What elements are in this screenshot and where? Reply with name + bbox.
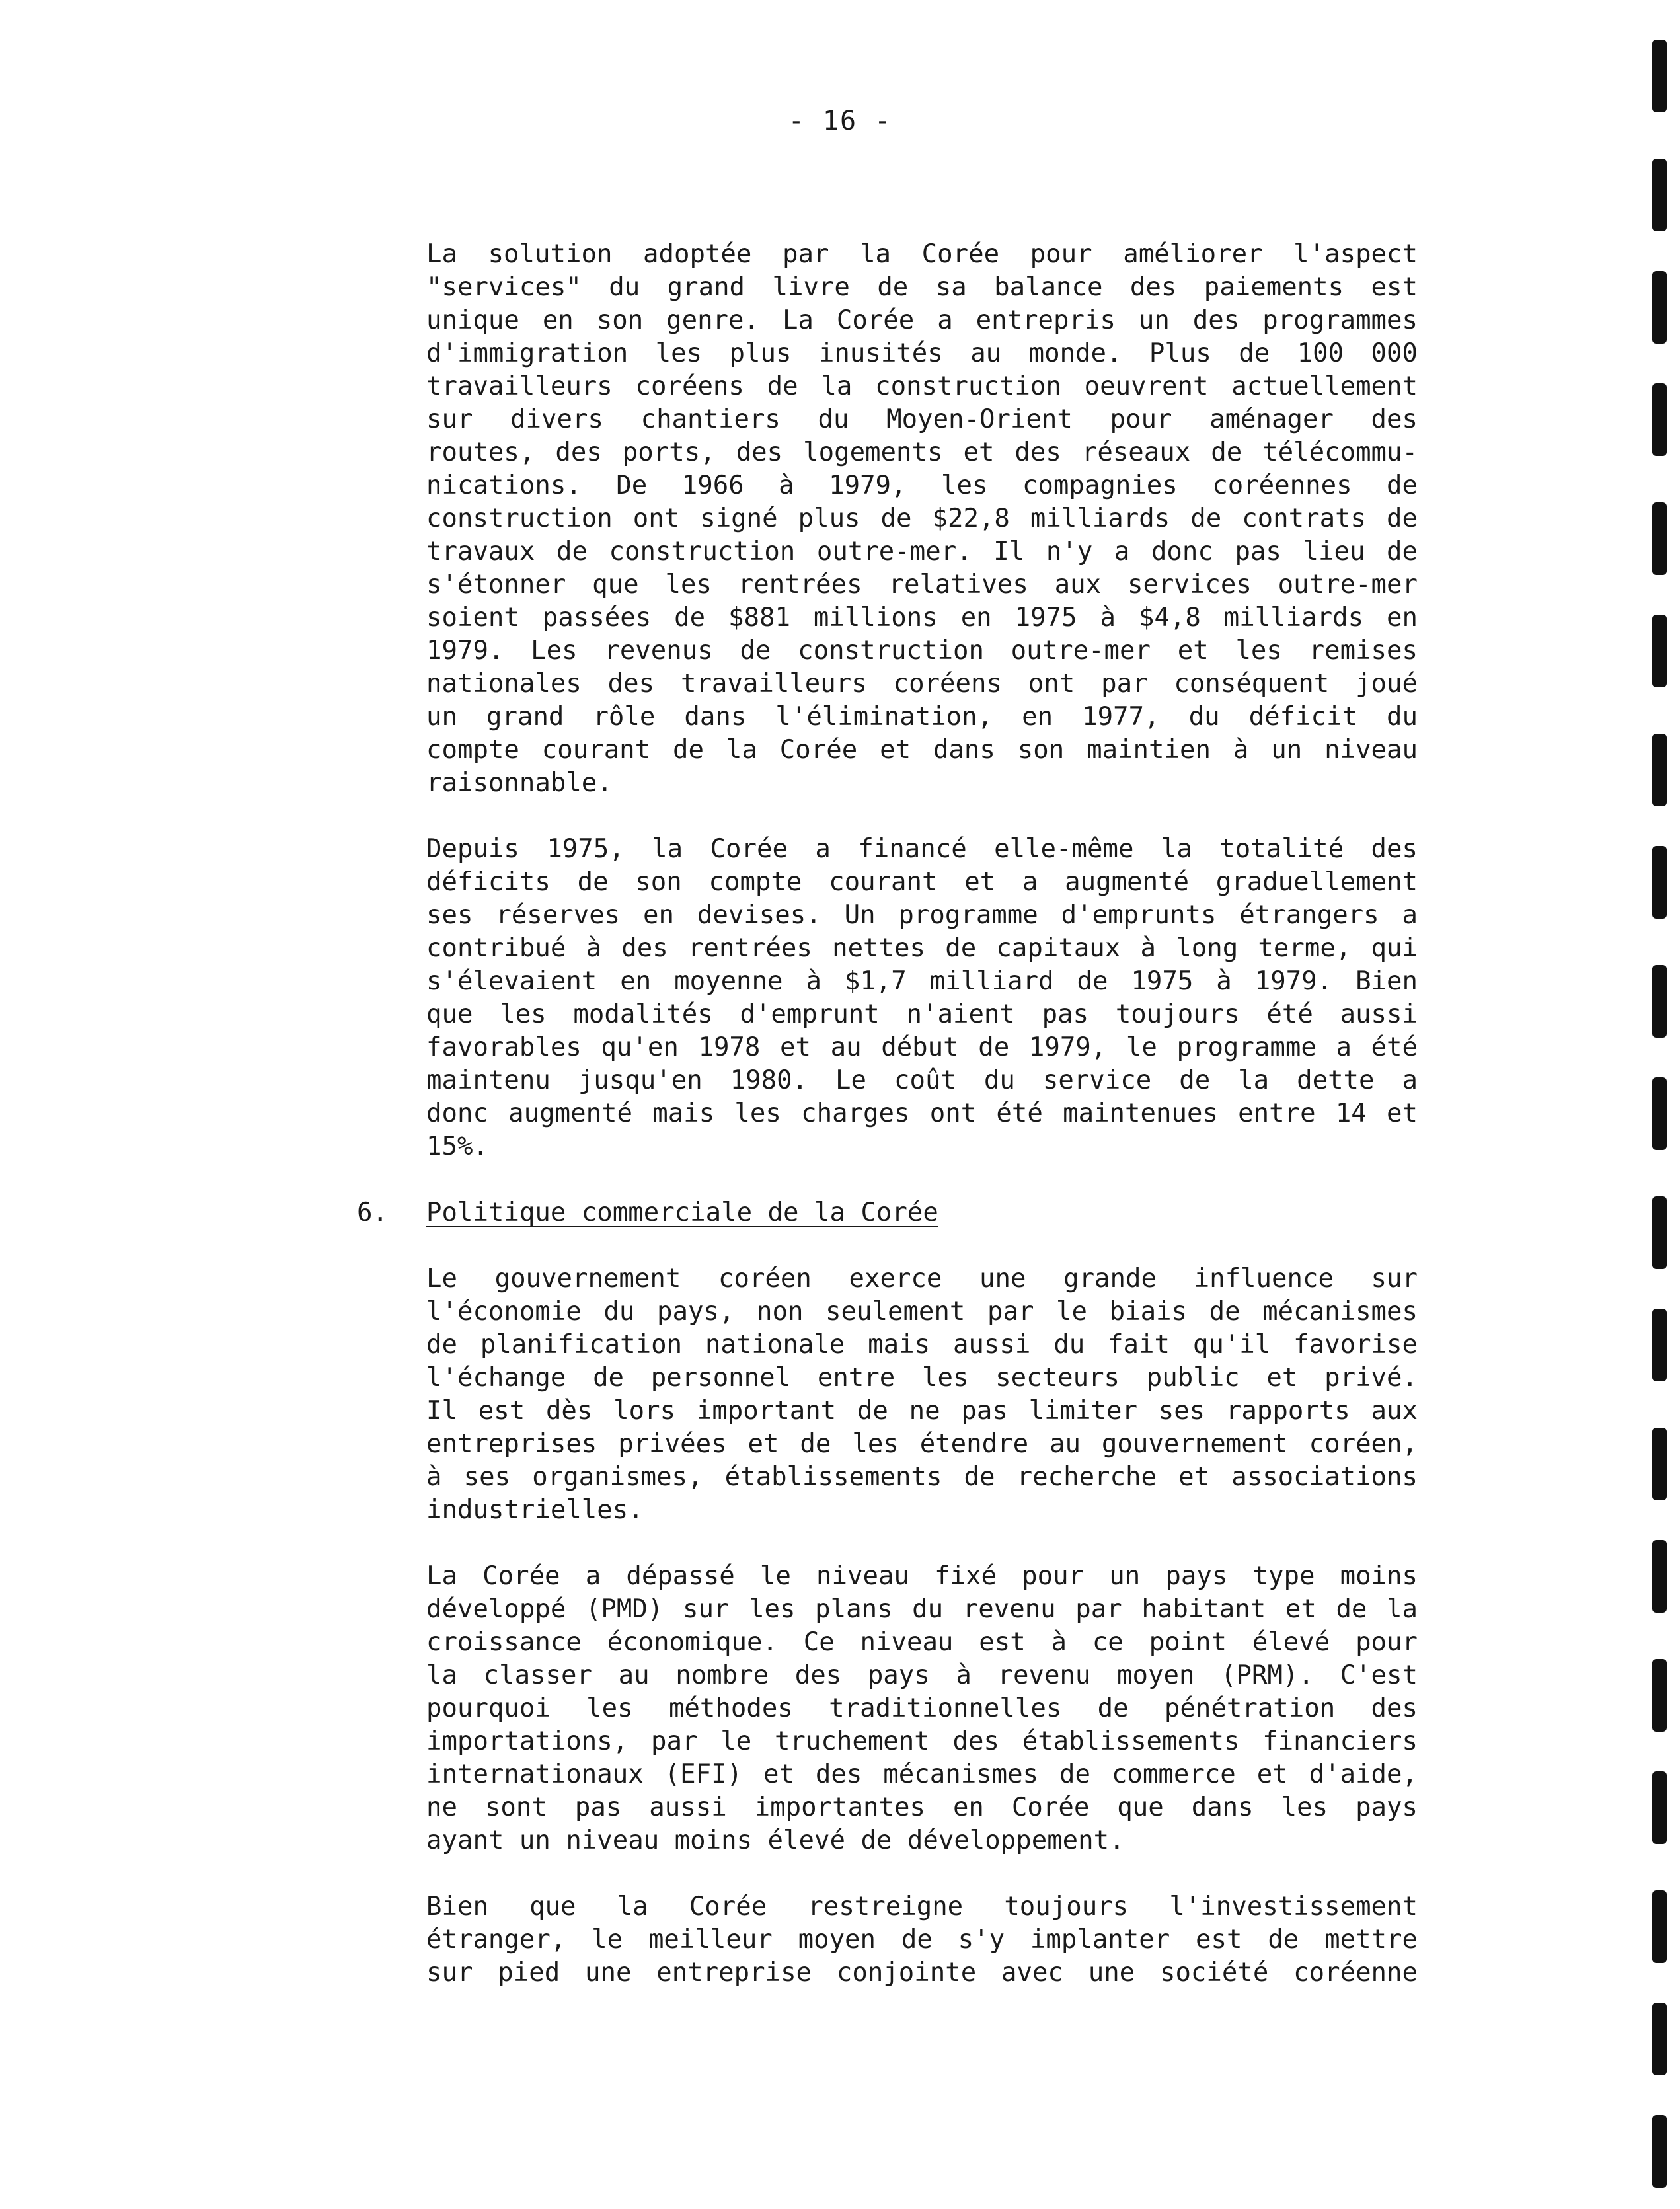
text-line: compte courant de la Corée et dans son maintien à un niveau	[426, 735, 1418, 765]
binding-mark	[1652, 2003, 1667, 2075]
binding-mark	[1652, 1890, 1667, 1963]
text-line: soient passées de $881 millions en 1975 à $4,8 milliards en	[426, 603, 1418, 633]
binding-marks	[1627, 0, 1680, 2209]
text-line: ayant un niveau moins élevé de développement.	[426, 1826, 1125, 1855]
paragraph	[426, 1262, 1418, 1527]
binding-mark	[1652, 502, 1667, 575]
text-line: importations, par le truchement des établissements financiers	[426, 1726, 1418, 1756]
binding-mark	[1652, 383, 1667, 456]
text-line: industrielles.	[426, 1495, 644, 1525]
text-line: l'échange de personnel entre les secteurs public et privé.	[426, 1363, 1418, 1393]
paragraph	[426, 1560, 1418, 1857]
text-line: nications. De 1966 à 1979, les compagnies coréennes de	[426, 471, 1418, 500]
page-number: - 16 -	[788, 106, 892, 136]
text-line: internationaux (EFI) et des mécanismes de commerce et d'aide,	[426, 1760, 1418, 1789]
text-line: la classer au nombre des pays à revenu moyen (PRM). C'est	[426, 1660, 1418, 1690]
text-line: La Corée a dépassé le niveau fixé pour un pays type moins	[426, 1561, 1418, 1591]
text-line: 15%.	[426, 1132, 488, 1161]
text-line: nationales des travailleurs coréens ont par conséquent joué	[426, 669, 1418, 699]
text-line: développé (PMD) sur les plans du revenu par habitant et de la	[426, 1594, 1418, 1624]
text-line: donc augmenté mais les charges ont été maintenues entre 14 et	[426, 1099, 1418, 1128]
binding-mark	[1652, 1077, 1667, 1150]
text-line: Bien que la Corée restreigne toujours l'investissement	[426, 1892, 1418, 1921]
text-line: d'immigration les plus inusités au monde. Plus de 100 000	[426, 338, 1418, 368]
section-title: Politique commerciale de la Corée	[426, 1198, 938, 1227]
text-line: raisonnable.	[426, 768, 613, 798]
text-line: ne sont pas aussi importantes en Corée que dans les pays	[426, 1793, 1418, 1822]
text-line: Le gouvernement coréen exerce une grande influence sur	[426, 1264, 1418, 1294]
text-line: déficits de son compte courant et a augmenté graduellement	[426, 867, 1418, 897]
text-line: sur divers chantiers du Moyen-Orient pour aménager des	[426, 405, 1418, 434]
text-line: maintenu jusqu'en 1980. Le coût du service de la dette a	[426, 1066, 1418, 1095]
binding-mark	[1652, 734, 1667, 806]
text-line: un grand rôle dans l'élimination, en 1977, du déficit du	[426, 702, 1418, 732]
text-line: croissance économique. Ce niveau est à ce point élevé pour	[426, 1627, 1418, 1657]
binding-mark	[1652, 1659, 1667, 1732]
binding-mark	[1652, 615, 1667, 687]
section-heading	[357, 1196, 1418, 1229]
text-line: contribué à des rentrées nettes de capitaux à long terme, qui	[426, 933, 1418, 963]
text-line: La solution adoptée par la Corée pour améliorer l'aspect	[426, 239, 1418, 269]
text-line: étranger, le meilleur moyen de s'y implanter est de mettre	[426, 1925, 1418, 1955]
text-line: l'économie du pays, non seulement par le biais de mécanismes	[426, 1297, 1418, 1327]
text-line: s'élevaient en moyenne à $1,7 milliard de 1975 à 1979. Bien	[426, 966, 1418, 996]
text-line: Il est dès lors important de ne pas limiter ses rapports aux	[426, 1396, 1418, 1426]
text-line: Depuis 1975, la Corée a financé elle-même la totalité des	[426, 834, 1418, 864]
binding-mark	[1652, 1428, 1667, 1500]
binding-mark	[1652, 846, 1667, 919]
text-line: favorables qu'en 1978 et au début de 1979, le programme a été	[426, 1032, 1418, 1062]
text-line: routes, des ports, des logements et des réseaux de télécommu-	[426, 438, 1418, 467]
binding-mark	[1652, 40, 1667, 112]
binding-mark	[1652, 1540, 1667, 1613]
text-line: travaux de construction outre-mer. Il n'y a donc pas lieu de	[426, 537, 1418, 566]
text-line: s'étonner que les rentrées relatives aux services outre-mer	[426, 570, 1418, 600]
paragraph	[426, 833, 1418, 1163]
binding-mark	[1652, 1196, 1667, 1269]
text-line: ses réserves en devises. Un programme d'emprunts étrangers a	[426, 900, 1418, 930]
binding-mark	[1652, 1309, 1667, 1381]
text-line: sur pied une entreprise conjointe avec une société coréenne	[426, 1958, 1418, 1988]
text-line: 1979. Les revenus de construction outre-mer et les remises	[426, 636, 1418, 666]
binding-mark	[1652, 2115, 1667, 2188]
text-line: à ses organismes, établissements de recherche et associations	[426, 1462, 1418, 1492]
binding-mark	[1652, 965, 1667, 1038]
text-line: unique en son genre. La Corée a entrepris un des programmes	[426, 305, 1418, 335]
text-line: travailleurs coréens de la construction oeuvrent actuellement	[426, 371, 1418, 401]
paragraph	[426, 1890, 1418, 1990]
document-body	[357, 238, 1418, 2023]
text-line: entreprises privées et de les étendre au gouvernement coréen,	[426, 1429, 1418, 1459]
text-line: "services" du grand livre de sa balance des paiements est	[426, 272, 1418, 302]
binding-mark	[1652, 1771, 1667, 1844]
text-line: pourquoi les méthodes traditionnelles de pénétration des	[426, 1693, 1418, 1723]
section-number: 6.	[357, 1198, 388, 1227]
text-line: que les modalités d'emprunt n'aient pas toujours été aussi	[426, 999, 1418, 1029]
paragraph	[426, 238, 1418, 800]
binding-mark	[1652, 159, 1667, 231]
text-line: construction ont signé plus de $22,8 milliards de contrats de	[426, 504, 1418, 533]
binding-mark	[1652, 271, 1667, 344]
text-line: de planification nationale mais aussi du fait qu'il favorise	[426, 1330, 1418, 1360]
